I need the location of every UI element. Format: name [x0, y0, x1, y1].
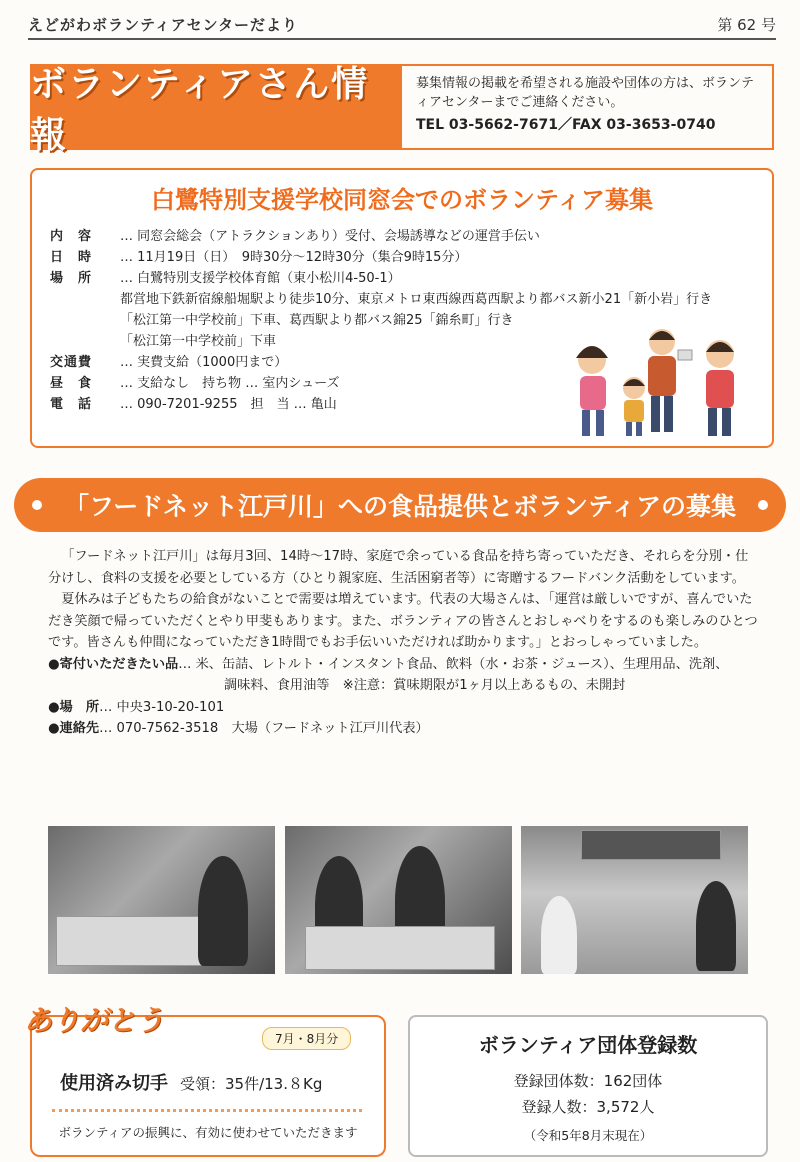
person-icon [623, 377, 645, 436]
detail-row [50, 289, 760, 310]
place-label: ●場 所 [48, 699, 100, 715]
detail-text: … 11月19日（日） 9時30分～12時30分（集合9時15分） [120, 250, 468, 265]
place-text: … 中央3-10-20-101 [99, 699, 225, 715]
registered-groups: 登録団体数：162団体 [513, 1072, 663, 1090]
banner-info [402, 64, 774, 150]
donation-label: ●寄付いただきたい品 [48, 656, 179, 672]
detail-text: 「松江第一中学校前」下車 [120, 334, 277, 349]
detail-text: … 実費支給（1000円まで） [120, 355, 288, 370]
banner-contact: TEL 03-5662-7671／FAX 03-3653-0740 [416, 117, 716, 133]
detail-text: … 支給なし 持ち物 … 室内シューズ [120, 376, 340, 391]
contact-label: ●連絡先 [48, 721, 100, 736]
detail-text: … 同窓会総会（アトラクションあり）受付、会場誘導などの運営手伝い [120, 229, 540, 244]
thanks-item: 使用済み切手 [60, 1073, 168, 1094]
detail-label: 昼 食 [50, 376, 93, 391]
detail-label: 交通費 [50, 355, 93, 370]
detail-text: … 白鷺特別支援学校体育館（東小松川4-50-1） [120, 271, 401, 286]
registration-title: ボランティア団体登録数 [478, 1033, 698, 1057]
detail-text: 都営地下鉄新宿線船堀駅より徒歩10分、東京メトロ東西線西葛西駅より都バス新小21「新小岩」行き [120, 292, 713, 307]
thanks-title: ありがとう [24, 1004, 165, 1037]
family-illustration [552, 320, 762, 440]
shirasagi-recruitment-box [30, 168, 774, 448]
registered-people: 登録人数：3,572人 [521, 1098, 655, 1116]
place-line [48, 697, 760, 719]
thanks-item-line [60, 1069, 322, 1095]
detail-row [50, 226, 760, 247]
person-icon [648, 329, 692, 432]
detail-label: 電 話 [50, 397, 93, 412]
donation-text: … 米、缶詰、レトルト・インスタント食品、飲料（水・お茶・ジュース）、生理用品、洗剤、 [178, 656, 729, 672]
bullet-dot-icon [32, 500, 42, 510]
person-icon [576, 346, 608, 436]
detail-label: 内 容 [50, 229, 93, 244]
thanks-period: 7月・8月分 [262, 1027, 351, 1050]
detail-label: 日 時 [50, 250, 93, 265]
section2-paragraph: 夏休みは子どもたちの給食がないことで需要は増えています。代表の大場さんは、「運営は厳しいですが、喜んでいただき笑顔で帰っていただくとやり甲斐もあります。また、ボランティアの皆さんとおしゃべりをするのも楽しみのひとつです。皆さんも仲間になっていただき1時間でもお手伝いいただければ助かります。」とおっしゃっていました。 [48, 592, 758, 650]
detail-row [50, 247, 760, 268]
detail-text: 「松江第一中学校前」下車、葛西駅より都バス錦25「錦糸町」行き [120, 313, 514, 328]
dotted-divider [52, 1109, 362, 1112]
contact-text: … 070-7562-3518 大場（フードネット江戸川代表） [99, 721, 429, 736]
detail-text: … 090-7201-9255 担 当 … 亀山 [120, 397, 337, 412]
thanks-amount: 受領：35件/13.８Kg [180, 1075, 323, 1093]
section1-title: 白鷺特別支援学校同窓会でのボランティア募集 [150, 186, 654, 214]
page-header [28, 10, 776, 40]
section2-title: 「フードネット江戸川」への食品提供とボランティアの募集 [63, 492, 736, 521]
donation-text-continued: 調味料、食用油等 ※注意：賞味期限が1ヶ月以上あるもの、未開封 [224, 678, 626, 693]
registration-box [408, 1015, 768, 1157]
section2-title-bar [14, 478, 786, 532]
photo-volunteers [285, 826, 512, 974]
contact-line [48, 718, 760, 740]
registration-date: （令和5年8月末現在） [523, 1128, 653, 1143]
section2-body [48, 546, 760, 740]
person-icon [706, 340, 734, 436]
foodnet-photos [48, 826, 748, 974]
issue-number: 第 62 号 [717, 15, 776, 34]
photo-foodnet-sign [521, 826, 748, 974]
section2-paragraph: 「フードネット江戸川」は毎月3回、14時～17時、家庭で余っている食品を持ち寄っていただき、それらを分別・仕分けし、食料の支援を必要としている方（ひとり親家庭、生活困窮者等）に寄贈するフードバンク活動をしています。 [48, 549, 749, 586]
publication-name: えどがわボランティアセンターだより [28, 15, 299, 34]
detail-row [50, 268, 760, 289]
thanks-box [24, 1004, 386, 1157]
donation-items [48, 654, 760, 676]
banner-title: ボランティアさん情報 [30, 64, 402, 150]
bullet-dot-icon [758, 500, 768, 510]
thanks-note: ボランティアの振興に、有効に使わせていただきます [58, 1125, 358, 1140]
photo-food-sorting [48, 826, 275, 974]
detail-label: 場 所 [50, 271, 93, 286]
banner-info-text: 募集情報の掲載を希望される施設や団体の方は、ボランティアセンターまでご連絡ください。 [416, 76, 755, 110]
volunteer-info-banner [30, 64, 774, 156]
